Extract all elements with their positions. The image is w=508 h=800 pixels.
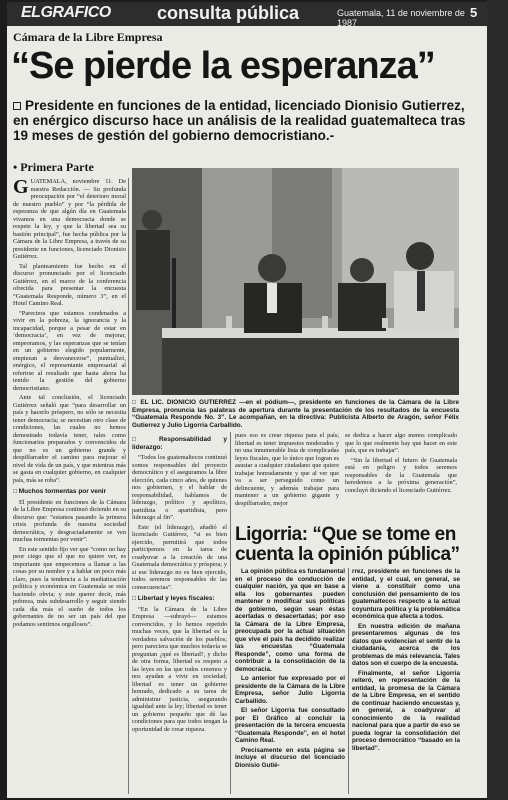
col6-paragraph: rrez, presidente en funciones de la entidad, y el cual, en general, se viene a constituir como una conclusión del pensamiento de los guatemaltecos respecto a la actual coyuntura política y la problemática económica que afecta a todos. bbox=[352, 568, 460, 620]
col6-paragraph: En nuestra edición de mañana presentaremos algunas de los datos que evidencian el sentir de la ciudadanía, acerca de los problemas de más relevancia. Tales datos son el cuerpo de la encuesta. bbox=[352, 622, 460, 667]
press-conference-photo bbox=[132, 168, 459, 395]
col2-paragraph: “Todos los guatemaltecos continuó somos responsables del proyecto democrático y el aseguramos la libre elección, cada cinco años, de quienes nos gobiernen, y el hablar de responsabilidad, hablamos de liderazgo, político y apolítico, partidista o apartidista, pero liderazgo al fin”. bbox=[132, 454, 227, 521]
col3-paragraph: pues eso es crear riqueza para el país; libertad es tener impuestos moderados y no una innumerable lista de complicadas leyes fiscales, que lo único que logran es asustar a cualquier ciudadano que quiere trabajar honradamente y que al ver que va a ser perseguido como un delincuente, y además trabajar para mantener a un gobierno gigante y despilfarrador, mejor bbox=[235, 432, 339, 507]
col1-paragraph: UATEMALA, noviembre 11. De nuestra Redacción. — Su profunda preocupación por “el deterioro moral de nuestro pueblo” y por “la pérdida de esperanza de que algún día en Guatemala vivamos en una democracia donde se respete la ley, y que la libertad sea su bastión principal”, fue hecha pública por la Cámara de la Libre Empresa, a través de su presidente en funciones, licenciado Dionisio Gutiérrez. bbox=[13, 178, 126, 260]
column-divider bbox=[230, 432, 231, 794]
column-divider bbox=[348, 568, 349, 794]
col2-paragraph: Este (el liderazgo), añadió el licenciado Gutiérrez, “si es bien ejercido, permitirá que todos participemos en la tarea de coadyuvar a la creación de una Guatemala democrática y próspera; y si ese liderazgo no es bien ejercido, todos seremos responsables de las consecuencias”. bbox=[132, 523, 227, 591]
section-title: consulta pública bbox=[157, 3, 300, 23]
col6-paragraph: Finalmente, el señor Ligorria reiteró, en representación de la entidad, la promesa de la Cámara de la Libre Empresa, en el sentido de continuar haciendo encuestas y, en general, a coadyuvar al conocimiento de la realidad nacional para que a partir de eso se pueda lograr la consolidación del proceso democrático “basado en la libertad”. bbox=[352, 669, 460, 752]
drop-cap: G bbox=[13, 178, 29, 198]
col1-paragraph: Tal planteamiento fue hecho en el discurso pronunciado por el licenciado Gutiérrez, en el marco de la conferencia ofrecida para presentar la encuesta “Guatemala Responde, número 3”, en el Hotel Camino Real. bbox=[13, 262, 126, 307]
page-number: 5 bbox=[470, 5, 478, 20]
column-2 bbox=[132, 432, 227, 794]
deck-text: Presidente en funciones de la entidad, licenciado Dionisio Gutierrez, en enérgico discurso hace un análisis de la realidad guatemalteca tras 19 meses de gestión del gobierno democristiano.- bbox=[13, 98, 466, 143]
column-6 bbox=[352, 568, 460, 794]
part-label: • Primera Parte bbox=[13, 160, 94, 174]
col4-paragraph: se dedica a hacer algo menos complicado que lo que realmente hay que hacer en este país, que es trabajar”. bbox=[345, 432, 457, 454]
col2-paragraph: “En la Cámara de la Libre Empresa —subrayó— estamos convencidos, y lo hemos repetido muchas veces, que la libertad es la verdadera salvación de los pueblos; pero pareciera que muchos todavía se preguntan ¿qué es libertad?, y dicho de otra forma, libertad es respeto a las leyes en las que todos creemos y nos ayudan a vivir en sociedad; libertad es tener un gobierno honrado, dedicado a su tarea de administrar justicia, asegurando igualdad ante la ley; libertad es tener un gobierno pequeño que dé las condiciones para que todos tengan la oportunidad de crear riqueza. bbox=[132, 605, 227, 733]
column-1 bbox=[13, 178, 126, 794]
col1-paragraph: “Pareciera que estamos condenados a vivir en la pobreza, la ignorancia y la incapacidad, porque a pesar de estar en ‘democracia’, en vez de mejorar, empeoramos, y las esperanzas que se tenían en un gobierno elegido popularmente, empiezan a desvanecerse”, puntualizó, enérgico, el representante empresarial al referirse al resultado que hasta ahora ha tenido la gestión del gobierno democristiano. bbox=[13, 309, 126, 392]
article-kicker: Cámara de la Libre Empresa bbox=[13, 30, 163, 44]
header-band bbox=[7, 2, 487, 26]
column-divider bbox=[128, 178, 129, 794]
col5-paragraph: Precisamente en esta página se incluye el discurso del licenciado Dionisio Gutié- bbox=[235, 746, 345, 769]
col1-paragraph: Ante tal conclusión, el licenciado Gutiérrez señaló que “para desarrollar un país y hacerlo próspero, no sólo se necesita tener democracia; se necesitan otro clase de condiciones, las cuales no hemos demostrado todavía tener, tales como funcionarios preparados y convencidos de que no es un gobierno grande y despilfarrador el camino para mejorar el nivel de vida de un país, y que mientras más se gasta en cualquier gobierno, en cualquier país, más se roba”. bbox=[13, 394, 126, 484]
col5-paragraph: Lo anterior fue expresado por el presidente de la Cámara de la Libre Empresa, señor Julio Ligorria Carballido. bbox=[235, 675, 345, 705]
col1-paragraph: El presidente en funciones de la Cámara de la Libre Empresa continuó diciendo en su discurso que: “estamos pasando la primera crisis profunda de nuestra sociedad democrática, y desgraciadamente se ven muchas tormentas por venir”. bbox=[13, 498, 126, 543]
col1-subheading: □ Muchos tormentas por venir bbox=[13, 488, 107, 495]
column-5 bbox=[235, 568, 345, 794]
column-3 bbox=[235, 432, 339, 522]
col5-paragraph: La opinión pública es fundamental en el proceso de conducción de cualquier nación, ya que en base a ella los gobernantes pueden mantener o modificar sus políticas de gobierno, según sean éstas acertadas o desacertadas; por eso la Cámara de la Libre Empresa, preocupada por la actual situación que vive el país ha decidido realizar las encuestas “Guatemala Responde”, como una forma de contribuir a la consolidación de la democracia. bbox=[235, 568, 345, 673]
article-deck bbox=[13, 98, 483, 143]
col1-paragraph: En este sentido fijo ver que “como no hay peor ciego que el que no quiere ver, es importante que empecemos a llamar a las cosas por su nombre y a hablar un poco más claro, pues la tendencia a la mediatización política y económica en Guatemala se está haciendo obvia; y este querer decir, más pobreza, más subdesarrollo y seguir siendo cada día más el sueño de todos los gobernantes de no ser un país del que podamos sentirnos orgullosos”. bbox=[13, 545, 126, 628]
col5-paragraph: El señor Ligorria fue consultado por El Gráfico al concluir la presentación de la tercera encuesta “Guatemala Responde”, en el hotel Camino Real. bbox=[235, 707, 345, 744]
masthead-logo: ELGRAFICO bbox=[21, 4, 111, 21]
col2-subheading: □ Libertad y leyes fiscales: bbox=[132, 595, 215, 602]
scan-edge bbox=[487, 0, 508, 800]
photo-illustration bbox=[132, 168, 459, 395]
article-headline: “Se pierde la esperanza” bbox=[11, 45, 435, 87]
bullet-box-icon bbox=[13, 102, 21, 110]
photo-caption: □ EL LIC. DIONICIO GUTIERREZ —en el pódium—, presidente en funciones de la Cámara de la Libre Empresa, pronuncia las palabras de apertura durante la presentación de los resultados de la encuesta “Guatemala Responde No. 3”. Le acompañan, en la directiva: Publicista Alberto de Aragón, señor Félix Gutierrez y Julio Ligorria Carballido. bbox=[132, 399, 459, 429]
dateline: Guatemala, 11 de noviembre de 1987 bbox=[337, 8, 465, 28]
newspaper-page bbox=[7, 2, 487, 798]
col4-paragraph: “Sin la libertad el futuro de Guatemala está en peligro y todos seremos responsables de la Guatemala que heredemos a la próxima generación”, concluyó diciendo el licenciado Gutiérrez. bbox=[345, 456, 457, 494]
sub-article-headline: Ligorria: “Que se tome en cuenta la opinión pública” bbox=[235, 524, 460, 565]
column-4 bbox=[345, 432, 457, 522]
col2-subheading: □ Responsabilidad y liderazgo: bbox=[132, 436, 227, 451]
